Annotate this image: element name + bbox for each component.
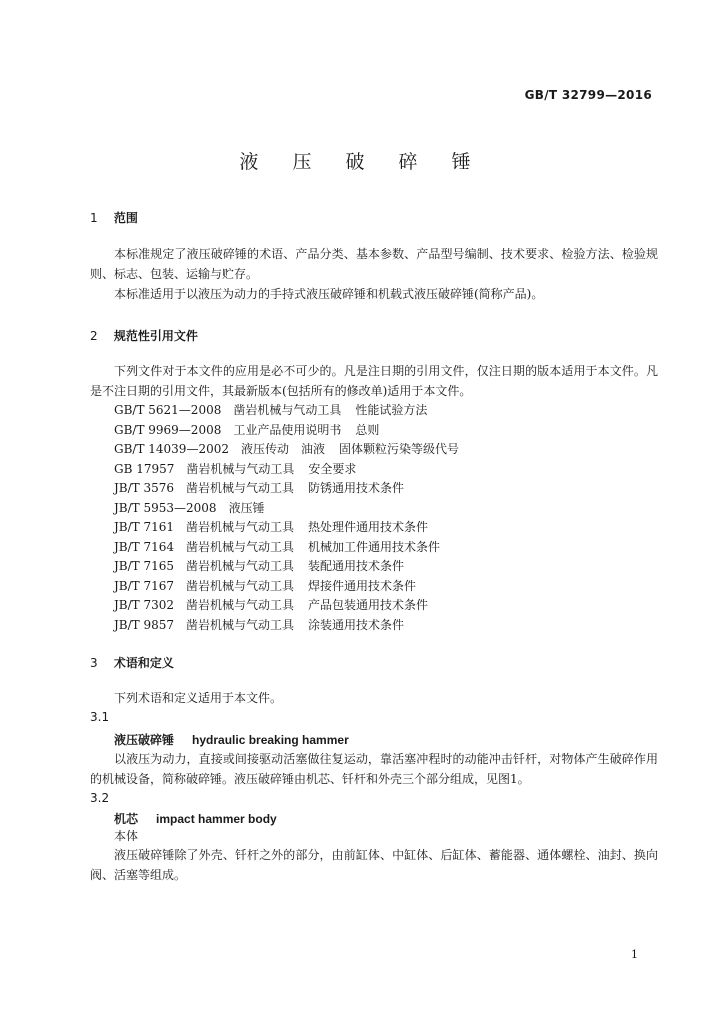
term-heading: [114, 731, 349, 748]
reference-item: JB/T 3576 凿岩机械与气动工具 防锈通用技术条件: [114, 481, 405, 495]
section-title: 术语和定义: [113, 656, 174, 670]
reference-list: [114, 401, 459, 635]
term-zh: 液压破碎锤: [114, 733, 175, 747]
reference-item: JB/T 7165 凿岩机械与气动工具 装配通用技术条件: [114, 559, 405, 573]
reference-item: GB/T 14039—2002 液压传动 油液 固体颗粒污染等级代号: [114, 442, 460, 456]
terms-intro: 下列术语和定义适用于本文件。: [114, 691, 283, 705]
section-number: 3: [90, 656, 98, 670]
references-intro: 下列文件对于本文件的应用是必不可少的。凡是注日期的引用文件，仅注日期的版本适用于本文件。凡是不注日期的引用文件，其最新版本(包括所有的修改单)适用于本文件。: [90, 364, 658, 398]
section-number: 2: [90, 329, 98, 343]
reference-item: GB 17957 凿岩机械与气动工具 安全要求: [114, 461, 357, 476]
section-title: 规范性引用文件: [113, 329, 198, 343]
document-title: 液 压 破 碎 锤: [239, 151, 485, 173]
reference-item: JB/T 7161 凿岩机械与气动工具 热处理件通用技术条件: [114, 520, 429, 534]
reference-item: JB/T 7164 凿岩机械与气动工具 机械加工件通用技术条件: [114, 539, 441, 554]
scope-paragraph-1: 本标准规定了液压破碎锤的术语、产品分类、基本参数、产品型号编制、技术要求、检验方法、检验规则、标志、包装、运输与贮存。: [90, 247, 658, 281]
term-alias: 本体: [114, 829, 139, 843]
reference-item: JB/T 7167 凿岩机械与气动工具 焊接件通用技术条件: [114, 578, 417, 593]
standard-number: GB/T 32799—2016: [524, 88, 652, 102]
term-zh: 机芯: [114, 812, 139, 826]
section-3-heading: [90, 654, 174, 671]
section-2-heading: [90, 327, 198, 344]
clause-number: 3.1: [90, 710, 110, 724]
term-en: hydraulic breaking hammer: [192, 733, 349, 747]
term-definition: 液压破碎锤除了外壳、钎杆之外的部分，由前缸体、中缸体、后缸体、蓄能器、通体螺栓、油封、换向阀、活塞等组成。: [90, 848, 658, 882]
reference-item: GB/T 9969—2008 工业产品使用说明书 总则: [114, 422, 380, 437]
section-1-heading: [90, 209, 138, 226]
reference-item: JB/T 5953—2008 液压锤: [114, 500, 265, 515]
reference-item: GB/T 5621—2008 凿岩机械与气动工具 性能试验方法: [114, 403, 428, 417]
clause-number: 3.2: [90, 791, 110, 805]
page-number: 1: [631, 948, 638, 961]
term-en: impact hammer body: [156, 812, 277, 826]
reference-item: JB/T 7302 凿岩机械与气动工具 产品包装通用技术条件: [114, 598, 429, 612]
scope-paragraph-2: 本标准适用于以液压为动力的手持式液压破碎锤和机载式液压破碎锤(简称产品)。: [114, 287, 544, 301]
section-title: 范围: [113, 211, 138, 225]
term-definition: 以液压为动力，直接或间接驱动活塞做往复运动，靠活塞冲程时的动能冲击钎杆，对物体产生破碎作用的机械设备，简称破碎锤。液压破碎锤由机芯、钎杆和外壳三个部分组成，见图1。: [90, 752, 658, 786]
section-number: 1: [90, 211, 98, 225]
reference-item: JB/T 9857 凿岩机械与气动工具 涂装通用技术条件: [114, 617, 405, 632]
term-heading: [114, 810, 277, 827]
